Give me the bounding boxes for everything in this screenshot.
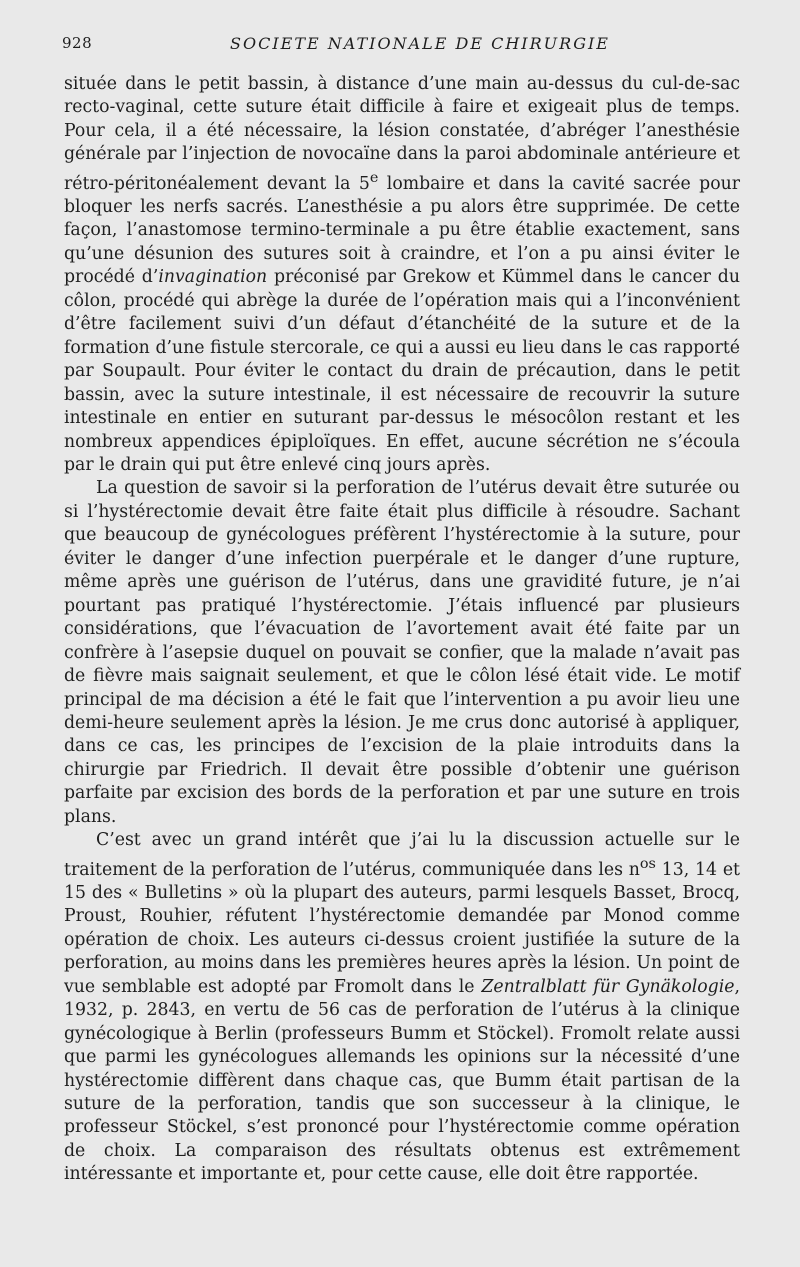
page-number: 928 bbox=[62, 34, 93, 52]
page-header bbox=[62, 34, 742, 58]
running-title: SOCIETE NATIONALE DE CHIRURGIE bbox=[230, 34, 610, 53]
paragraph-1: située dans le petit bassin, à distance d’une main au-dessus du cul-de-sac recto-vaginal, cette suture était difficile à faire et exigeait plus de temps. Pour cela, il a été nécessaire, la lésion constatée, d’abréger l’anesthésie générale par l’injection de novocaïne dans la paroi abdominale antérieure et rétro-péritonéalement devant la 5e lombaire et dans la cavité sacrée pour bloquer les nerfs sacrés. L’anesthésie a pu alors être supprimée. De cette façon, l’anastomose termino-terminale a pu être établie exactement, sans qu’une désunion des sutures soit à craindre, et l’on a pu ainsi éviter le procédé d’invagination préconisé par Grekow et Kümmel dans le cancer du côlon, procédé qui abrège la durée de l’opération mais qui a l’inconvénient d’être facilement suivi d’un défaut d’étanchéité de la suture et de la formation d’une fistule stercorale, ce qui a aussi eu lieu dans le cas rapporté par Soupault. Pour éviter le contact du drain de précaution, dans le petit bassin, avec la suture intestinale, il est nécessaire de recouvrir la suture intestinale en entier en suturant par-dessus le mésocôlon restant et les nombreux appendices épiploïques. En effet, aucune sécrétion ne s’écoula par le drain qui put être enlevé cinq jours après. bbox=[64, 74, 740, 476]
body-text bbox=[64, 73, 740, 1187]
paragraph-2: La question de savoir si la perforation de l’utérus devait être suturée ou si l’hystérectomie devait être faite était plus difficile à résoudre. Sachant que beaucoup de gynécologues préfèrent l’hystérectomie à la suture, pour éviter le danger d’une infection puerpérale et le danger d’une rupture, même après une guérison de l’utérus, dans une gravidité future, je n’ai pourtant pas pratiqué l’hystérectomie. J’étais influencé par plusieurs considérations, que l’évacuation de l’avortement avait été faite par un confrère à l’asepsie duquel on pouvait se confier, que la malade n’avait pas de fièvre mais saignait seulement, et que le côlon lésé était vide. Le motif principal de ma décision a été le fait que l’intervention a pu avoir lieu une demi-heure seulement après la lésion. Je me crus donc autorisé à appliquer, dans ce cas, les principes de l’excision de la plaie introduits dans la chirurgie par Friedrich. Il devait être possible d’obtenir une guérison parfaite par excision des bords de la perforation et par une suture en trois plans. bbox=[64, 478, 740, 827]
paragraph-3: C’est avec un grand intérêt que j’ai lu la discussion actuelle sur le traitement de la perforation de l’utérus, communiquée dans les $n^{os}$ 13, 14 et 15 des « Bulletins » où la plupart des auteurs, parmi lesquels Basset, Brocq, Proust, Rouhier, réfutent l’hystérectomie demandée par Monod comme opération de choix. Les auteurs ci-dessus croient justifiée la suture de la perforation, au moins dans les premières heures après la lésion. Un point de vue semblable est adopté par Fromolt dans le Zentralblatt für Gynäkologie, 1932, p. 2843, en vertu de 56 cas de perforation de l’utérus à la clinique gynécologique à Berlin (professeurs Bumm et Stöckel). Fromolt relate aussi que parmi les gynécologues allemands les opinions sur la nécessité d’une hystérectomie diffèrent dans chaque cas, que Bumm était partisan de la suture de la perforation, tandis que son successeur à la clinique, le professeur Stöckel, s’est prononcé pour l’hystérectomie comme opération de choix. La comparaison des résultats obtenus est extrêmement intéressante et importante et, pour cette cause, elle doit être rapportée. bbox=[64, 830, 740, 1185]
